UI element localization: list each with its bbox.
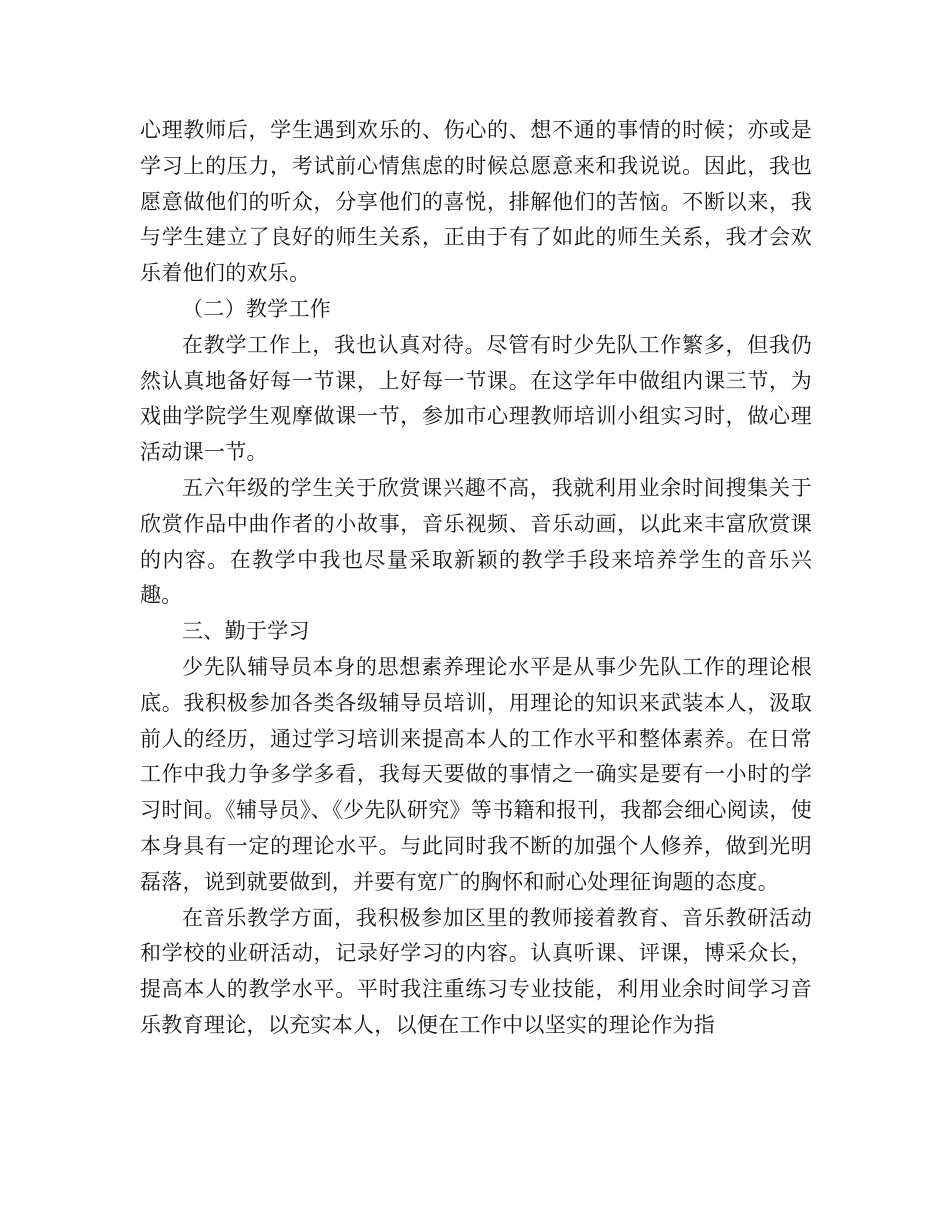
paragraph-music-teaching: 在音乐教学方面，我积极参加区里的教师接着教育、音乐教研活动和学校的业研活动，记录好学习的内容。认真听课、评课，博采众长，提高本人的教学水平。平时我注重练习专业技能，利用业余时间学习音乐教育理论，以充实本人，以便在工作中以坚实的理论作为指 xyxy=(140,905,812,1037)
paragraph-counselor-study: 少先队辅导员本身的思想素养理论水平是从事少先队工作的理论根底。我积极参加各类各级辅导员培训，用理论的知识来武装本人，汲取前人的经历，通过学习培训来提高本人的工作水平和整体素养。在日常工作中我力争多学多看，我每天要做的事情之一确实是要有一小时的学习时间。《辅导员》、《少先队研究》等书籍和报刊，我都会细心阅读，使本身具有一定的理论水平。与此同时我不断的加强个人修养，做到光明磊落，说到就要做到，并要有宽广的胸怀和耐心处理征询题的态度。 xyxy=(140,654,812,894)
section-heading-teaching-work: （二）教学工作 xyxy=(182,296,332,321)
paragraph-appreciation-class: 五六年级的学生关于欣赏课兴趣不高，我就利用业余时间搜集关于欣赏作品中曲作者的小故事，音乐视频、音乐动画，以此来丰富欣赏课的内容。在教学中我也尽量采取新颖的教学手段来培养学生的音乐兴趣。 xyxy=(140,475,812,608)
paragraph-teaching-work: 在教学工作上，我也认真对待。尽管有时少先队工作繁多，但我仍然认真地备好每一节课，上好每一节课。在这学年中做组内课三节，为戏曲学院学生观摩做课一节，参加市心理教师培训小组实习时，做心理活动课一节。 xyxy=(140,332,812,465)
document-body xyxy=(140,113,812,1044)
paragraph-teacher-relationship: 心理教师后，学生遇到欢乐的、伤心的、想不通的事情的时候；亦或是学习上的压力，考试前心情焦虑的时候总愿意来和我说说。因此，我也愿意做他们的听众，分享他们的喜悦，排解他们的苦恼。不断以来，我与学生建立了良好的师生关系，正由于有了如此的师生关系，我才会欢乐着他们的欢乐。 xyxy=(140,118,812,286)
section-heading-diligent-study: 三、勤于学习 xyxy=(182,619,310,644)
